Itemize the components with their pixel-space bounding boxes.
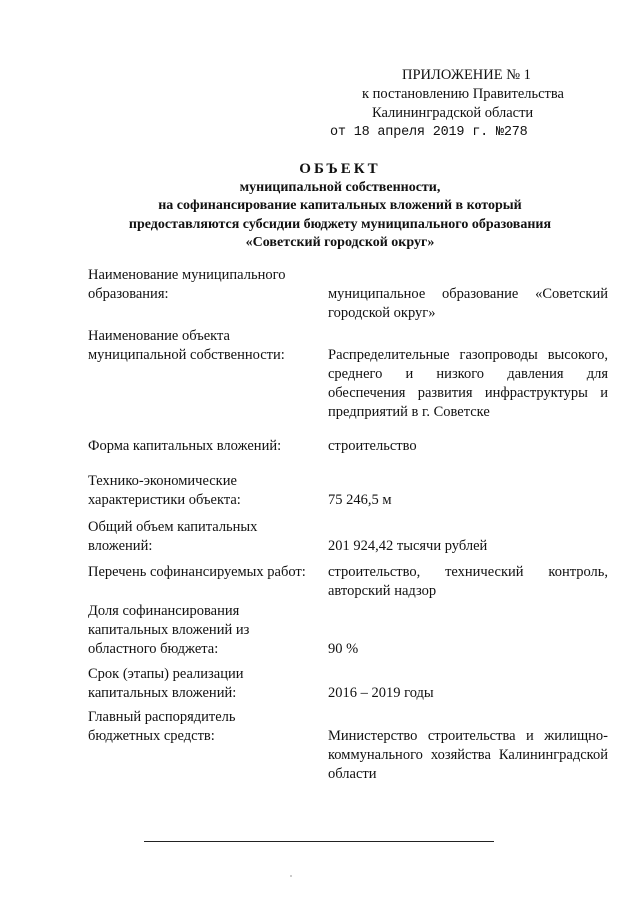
- row-label-line: Доля софинансирования: [88, 603, 240, 619]
- row-label-line: капитальных вложений из: [88, 622, 250, 638]
- row-label-line: муниципальной собственности:: [88, 347, 285, 363]
- row-label-line: характеристики объекта:: [88, 492, 241, 508]
- row-label: [88, 437, 328, 456]
- title-line-2: муниципальной собственности,: [239, 179, 441, 195]
- row-label: [88, 472, 328, 510]
- title-line-5: «Советский городской округ»: [245, 235, 435, 250]
- row-label-line: капитальных вложений:: [88, 685, 237, 701]
- row-label: [88, 518, 328, 556]
- row-value: строительство: [328, 438, 417, 454]
- row-label-line: Технико-экономические: [88, 473, 237, 489]
- title-line-3: на софинансирование капитальных вложений в который: [158, 198, 522, 213]
- row-value: 2016 – 2019 годы: [328, 685, 434, 701]
- row-value: муниципальное образование «Советский городской округ»: [328, 286, 608, 321]
- row-value: Распределительные газопроводы высокого, среднего и низкого давления для обеспечения развития инфраструктуры и предприятий в г. Советске: [328, 347, 608, 420]
- appendix-region: Калининградской области: [372, 105, 534, 121]
- row-label: [88, 708, 328, 746]
- document-title: [60, 160, 620, 253]
- row-label-line: Общий объем капитальных: [88, 519, 258, 535]
- row-label-line: Наименование объекта: [88, 328, 230, 344]
- appendix-decree: к постановлению Правительства: [362, 86, 564, 102]
- row-value: 75 246,5 м: [328, 492, 392, 508]
- appendix-number: ПРИЛОЖЕНИЕ № 1: [402, 67, 531, 83]
- row-label-line: Перечень софинансируемых работ:: [88, 564, 306, 580]
- row-label-line: Форма капитальных вложений:: [88, 438, 282, 454]
- row-label: [88, 327, 328, 365]
- appendix-header: [330, 66, 580, 142]
- row-value: строительство, технический контроль, авторский надзор: [328, 564, 608, 599]
- row-label-line: вложений:: [88, 538, 153, 554]
- row-label-line: областного бюджета:: [88, 641, 219, 657]
- row-label: [88, 665, 328, 703]
- row-value: 201 924,42 тысячи рублей: [328, 538, 488, 554]
- title-line-1: ОБЪЕКТ: [299, 161, 381, 177]
- row-label-line: Срок (этапы) реализации: [88, 666, 244, 682]
- row-label: [88, 602, 328, 659]
- row-value: 90 %: [328, 641, 359, 657]
- appendix-date: от 18 апреля 2019 г. №278: [330, 125, 528, 140]
- row-value: Министерство строительства и жилищно-коммунального хозяйства Калининградской области: [328, 728, 608, 782]
- scan-speck: [290, 875, 292, 877]
- row-label: [88, 563, 328, 582]
- row-label-line: образования:: [88, 286, 169, 302]
- closing-rule: [144, 841, 494, 842]
- row-label-line: Наименование муниципального: [88, 267, 286, 283]
- row-label: [88, 266, 328, 304]
- row-label-line: бюджетных средств:: [88, 728, 215, 744]
- title-line-4: предоставляются субсидии бюджету муниципального образования: [128, 216, 552, 232]
- row-label-line: Главный распорядитель: [88, 709, 236, 725]
